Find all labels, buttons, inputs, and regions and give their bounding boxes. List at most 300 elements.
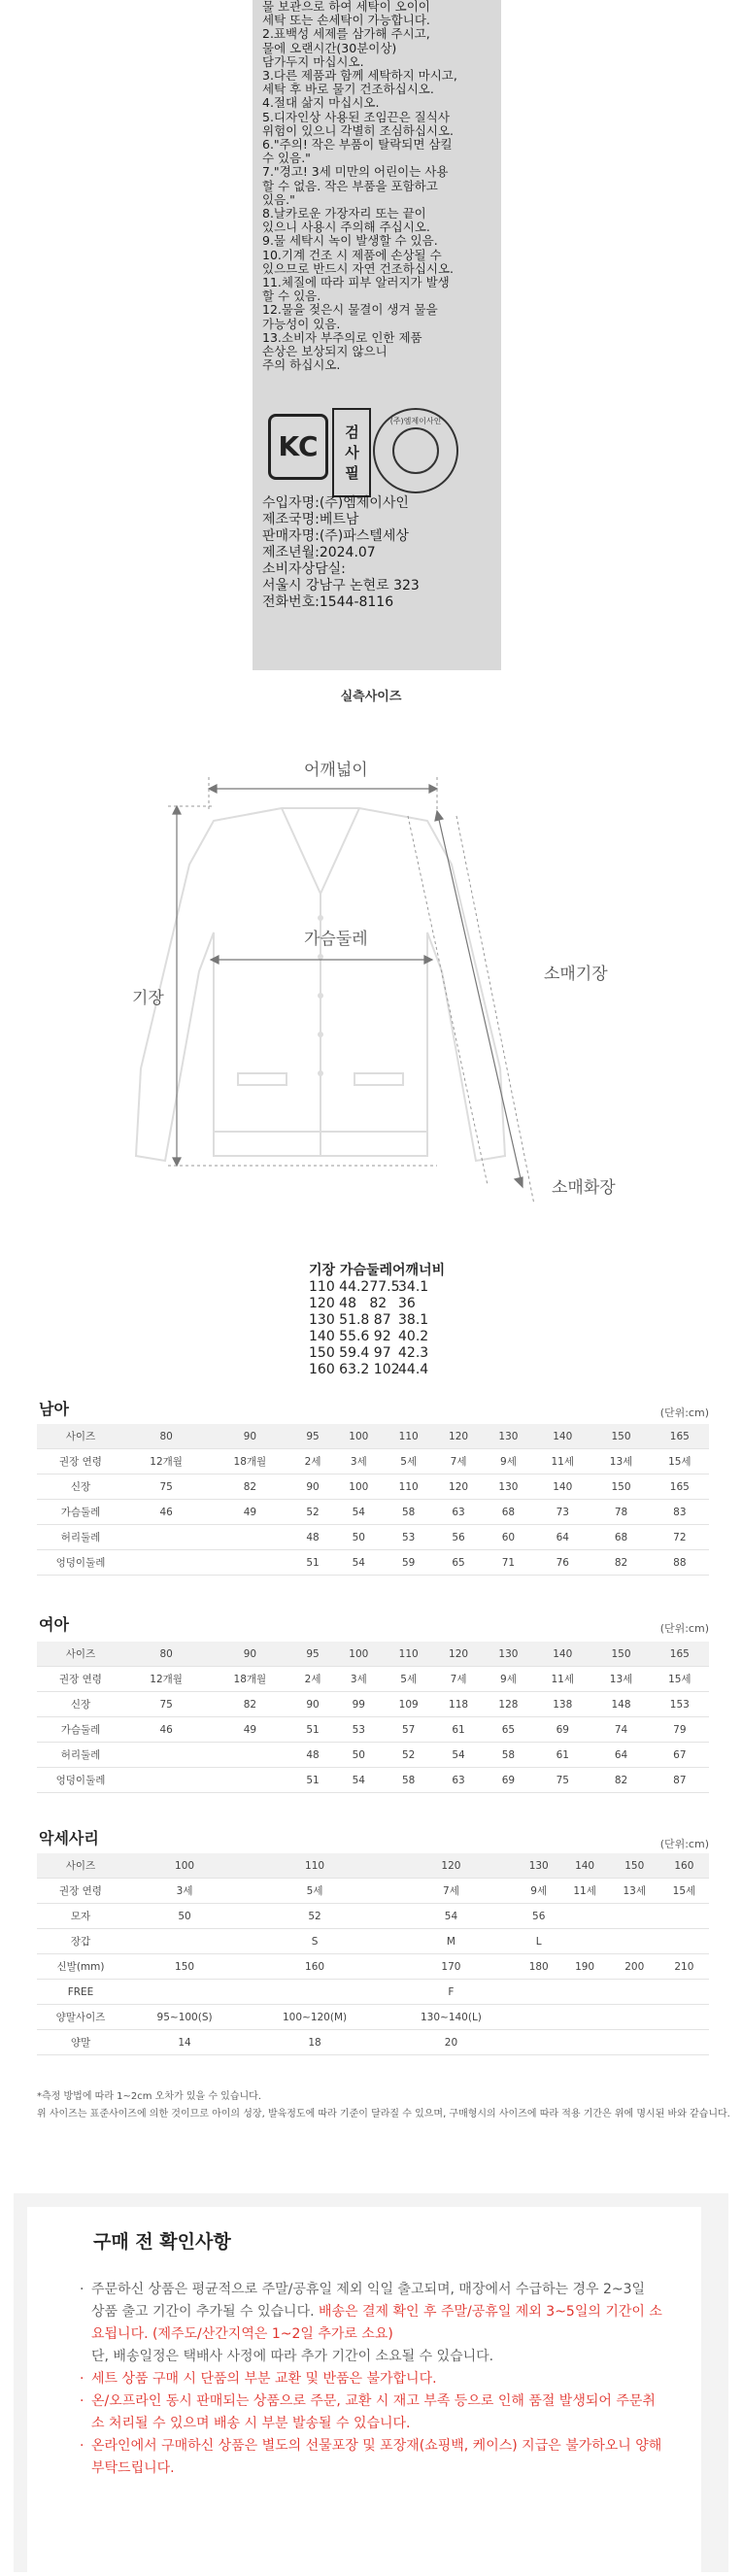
info-line: 판매자명:(주)파스텔세상 [262,528,409,544]
table-cell [208,1525,291,1550]
table-row [37,2030,709,2055]
table-cell: 100 [334,1474,384,1500]
table-cell [245,1980,385,2005]
mini-cell: 140 55.6 92 [309,1329,391,1344]
table-cell: 148 [591,1692,650,1717]
table-cell: 120 [433,1642,483,1667]
stamp-inner-icon [392,427,439,474]
table-cell: 95 [292,1642,334,1667]
table-cell: 9세 [518,1879,560,1904]
boys-size-table [37,1424,709,1576]
care-line: 물에 오랜시간(30분이상) [262,40,397,55]
table-cell: 90 [208,1424,291,1449]
table-cell [560,1904,610,1929]
care-line: 8.날카로운 가장자리 또는 끝이 [262,206,426,221]
table-row [37,1904,709,1929]
table-cell [208,1768,291,1793]
table-cell: 165 [651,1424,709,1449]
table-cell: 165 [651,1474,709,1500]
purchase-notice-list [80,2279,662,2480]
row-header: 가슴둘레 [37,1717,124,1743]
table-row [37,1449,709,1474]
care-line: 할 수 없음. 작은 부품을 포함하고 [262,178,438,193]
table-cell: 15세 [659,1879,709,1904]
care-line: 5.디자인상 사용된 조임끈은 질식사 [262,109,450,124]
table-cell: 140 [560,1853,610,1879]
label-sleeve-length: 소매기장 [544,965,608,984]
table-cell: 59 [384,1550,433,1576]
table-row [37,1525,709,1550]
mini-table-row [309,1329,445,1345]
table-cell [124,1550,208,1576]
notice-text: 주문하신 상품은 평균적으로 주말/공휴일 제외 익일 출고되며, 매장에서 수급하는 경우 2~3일 상품 출고 기간이 추가될 수 있습니다. [91,2282,646,2320]
table-cell: 200 [610,1954,659,1980]
table-cell: 128 [484,1692,533,1717]
table-cell [124,1980,245,2005]
table-cell [610,2030,659,2055]
table-cell [518,2030,560,2055]
table-cell: M [385,1929,518,1954]
table-cell: 58 [384,1500,433,1525]
table-cell: 54 [385,1904,518,1929]
table-cell: 3세 [124,1879,245,1904]
table-cell: 18개월 [208,1667,291,1692]
table-cell: 109 [384,1692,433,1717]
table-cell: 140 [533,1642,591,1667]
mini-cell: 44.4 [398,1362,429,1377]
table-cell: 130 [518,1853,560,1879]
row-header: 가슴둘레 [37,1500,124,1525]
care-line: 13.소비자 부주의로 인한 제품 [262,329,422,345]
table-cell: 68 [484,1500,533,1525]
table-cell: 140 [533,1424,591,1449]
row-header: 양말사이즈 [37,2005,124,2030]
table-cell: 100 [334,1642,384,1667]
row-header: 권장 연령 [37,1667,124,1692]
row-header: 신장 [37,1692,124,1717]
table-row [37,1980,709,2005]
table-cell [124,1768,208,1793]
table-cell: 65 [484,1717,533,1743]
boys-title: 남아 [39,1400,69,1418]
table-cell: 100 [334,1424,384,1449]
table-cell [124,1525,208,1550]
table-cell: 90 [208,1642,291,1667]
table-cell [610,1904,659,1929]
table-row [37,1667,709,1692]
table-cell: 54 [334,1500,384,1525]
table-cell: 120 [433,1474,483,1500]
table-cell: 51 [292,1550,334,1576]
table-cell: 56 [433,1525,483,1550]
table-cell: 67 [651,1743,709,1768]
table-cell: 160 [245,1954,385,1980]
table-cell: 20 [385,2030,518,2055]
mini-cell: 42.3 [398,1345,429,1361]
table-cell: 13세 [591,1667,650,1692]
table-cell [659,1980,709,2005]
table-cell [560,2005,610,2030]
row-header: 엉덩이둘레 [37,1550,124,1576]
row-header: FREE [37,1980,124,2005]
notice-highlight: 온라인에서 구매하신 상품은 별도의 선물포장 및 포장재(쇼핑백, 케이스) 지급은 불가하오니 양해 부탁드립니다. [91,2438,662,2476]
table-cell: 82 [208,1474,291,1500]
table-cell: 82 [591,1768,650,1793]
table-cell: 60 [484,1525,533,1550]
table-cell: 95~100(S) [124,2005,245,2030]
girls-size-table [37,1642,709,1793]
info-line: 서울시 강남구 논현로 323 [262,578,420,593]
care-label-photo [253,0,501,670]
table-cell: 54 [334,1550,384,1576]
care-line: 7."경고! 3세 미만의 어린이는 사용 [262,164,449,180]
table-cell: 7세 [433,1449,483,1474]
table-cell [124,1929,245,1954]
acc-unit: (단위:cm) [659,1838,709,1850]
table-cell: 78 [591,1500,650,1525]
table-cell: 13세 [610,1879,659,1904]
care-line: 가능성이 있음. [262,316,341,331]
table-cell: 87 [651,1768,709,1793]
table-cell: F [385,1980,518,2005]
table-cell: 61 [533,1743,591,1768]
table-cell: 9세 [484,1667,533,1692]
table-cell: 75 [533,1768,591,1793]
size-notes [37,2088,730,2123]
mini-table-header: 기장 가슴둘레어깨너비 [309,1263,446,1278]
table-cell: 61 [433,1717,483,1743]
table-cell: 7세 [433,1667,483,1692]
table-cell: 5세 [384,1449,433,1474]
info-line: 제조국명:베트남 [262,512,359,527]
measure-title: 실측사이즈 [340,690,402,704]
care-line: 있으니 사용시 주의해 주십시오. [262,220,430,235]
mini-cell: 110 44.277.5 [309,1279,400,1295]
purchase-notice-box [14,2193,728,2572]
care-line: 물 보관으로 하여 세탁이 오이이 [262,0,430,14]
table-cell: 64 [591,1743,650,1768]
table-cell: 54 [334,1768,384,1793]
table-cell [518,1980,560,2005]
care-line: 주의 하십시오. [262,357,341,373]
table-cell: 100 [124,1853,245,1879]
table-cell: 69 [533,1717,591,1743]
table-cell: 11세 [560,1879,610,1904]
notice-highlight: 세트 상품 구매 시 단품의 부분 교환 및 반품은 불가합니다. [91,2371,437,2387]
table-cell: 5세 [384,1667,433,1692]
table-cell: 46 [124,1500,208,1525]
table-cell: 110 [384,1474,433,1500]
table-cell: 51 [292,1717,334,1743]
care-line: 담가두지 마십시오. [262,53,364,69]
table-cell: 150 [591,1642,650,1667]
table-row [37,1954,709,1980]
table-cell: 130~140(L) [385,2005,518,2030]
table-cell: 7세 [385,1879,518,1904]
table-cell: 150 [591,1424,650,1449]
table-cell [518,2005,560,2030]
table-row [37,1474,709,1500]
table-cell: 88 [651,1550,709,1576]
table-cell: 130 [484,1474,533,1500]
table-cell: 73 [533,1500,591,1525]
stamp-text: (주)엠제이사인 [389,417,442,425]
table-cell: 153 [651,1692,709,1717]
care-line: 12.물을 젖은시 물결이 생겨 물을 [262,302,438,318]
inspection-mark: 검사필 [332,408,371,497]
table-row [37,1929,709,1954]
care-line: 3.다른 제품과 함께 세탁하지 마시고, [262,68,457,84]
row-header: 장갑 [37,1929,124,1954]
mini-table-row [309,1345,445,1362]
care-line: 할 수 있음. [262,288,321,304]
table-cell: 15세 [651,1667,709,1692]
table-cell: 58 [484,1743,533,1768]
table-cell: 83 [651,1500,709,1525]
table-cell: 56 [518,1904,560,1929]
table-cell: 50 [124,1904,245,1929]
table-cell: 79 [651,1717,709,1743]
table-cell: 2세 [292,1667,334,1692]
mini-table-rows [309,1279,445,1378]
table-cell [610,1929,659,1954]
table-cell: 74 [591,1717,650,1743]
table-cell: 110 [384,1642,433,1667]
table-cell: 9세 [484,1449,533,1474]
table-cell: 13세 [591,1449,650,1474]
table-row [37,1642,709,1667]
table-cell: 120 [433,1424,483,1449]
table-cell [208,1743,291,1768]
table-cell: 71 [484,1550,533,1576]
label-length: 기장 [132,989,164,1008]
table-cell: 11세 [533,1667,591,1692]
table-cell: 46 [124,1717,208,1743]
table-cell: 14 [124,2030,245,2055]
mini-cell: 160 63.2 102 [309,1362,400,1377]
care-line: 6."주의! 작은 부품이 탈락되면 삼킬 [262,137,453,153]
table-row [37,1500,709,1525]
table-cell: 82 [208,1692,291,1717]
table-cell [659,2005,709,2030]
care-line: 수 있음." [262,151,311,166]
table-cell: 48 [292,1743,334,1768]
acc-title: 악세사리 [39,1829,99,1847]
certification-area [264,408,489,495]
kc-mark-icon: KC [268,414,328,480]
table-cell [659,2030,709,2055]
table-cell: 210 [659,1954,709,1980]
table-cell: 52 [245,1904,385,1929]
mini-table-row [309,1279,445,1296]
table-row [37,1692,709,1717]
mini-table-row [309,1362,445,1378]
table-cell [610,2005,659,2030]
care-line: 11.체질에 따라 피부 알러지가 발생 [262,275,450,290]
girls-title: 여아 [39,1615,69,1634]
table-cell: 18개월 [208,1449,291,1474]
care-line: 9.물 세탁시 녹이 발생할 수 있음. [262,233,438,249]
garment-measure-diagram [117,748,660,1214]
table-cell: 50 [334,1743,384,1768]
table-row [37,1424,709,1449]
table-cell: 100~120(M) [245,2005,385,2030]
table-cell [659,1904,709,1929]
table-cell: 80 [124,1642,208,1667]
notice-highlight: 배송은 결제 확인 후 주말/공휴일 제외 3~5일의 기간이 소요됩니다. (제주도/산간지역은 1~2일 추가로 소요) [91,2304,662,2342]
table-cell: 3세 [334,1667,384,1692]
mini-cell: 150 59.4 97 [309,1345,391,1361]
table-cell [610,1980,659,2005]
notice-highlight: 온/오프라인 동시 판매되는 상품으로 주문, 교환 시 재고 부족 등으로 인해 품절 발생되어 주문취소 처리될 수 있으며 배송 시 부분 발송될 수 있습니다. [91,2393,656,2431]
table-cell: 53 [384,1525,433,1550]
table-cell: 120 [385,1853,518,1879]
table-cell: 160 [659,1853,709,1879]
row-header: 허리둘레 [37,1743,124,1768]
info-line: 제조년월:2024.07 [262,545,376,560]
care-instructions [262,0,491,372]
care-line: 위험이 있으니 각별히 조심하십시오. [262,122,455,138]
company-stamp [373,408,458,493]
table-cell [659,1929,709,1954]
table-cell: 57 [384,1717,433,1743]
care-line: 4.절대 삶지 마십시오. [262,95,380,111]
row-header: 양말 [37,2030,124,2055]
care-line: 10.기계 건조 시 제품에 손상될 수 [262,247,442,262]
table-cell [208,1550,291,1576]
care-line: 있으므로 반드시 자연 건조하십시오. [262,260,455,276]
note-line: 위 사이즈는 표준사이즈에 의한 것이므로 아이의 성장, 발육정도에 따라 기준이 달라질 수 있으며, 구매형시의 사이즈에 따라 적용 기간은 위에 명시된 바와 같습니다. [37,2109,730,2119]
info-line: 전화번호:1544-8116 [262,594,394,610]
row-header: 허리둘레 [37,1525,124,1550]
table-cell: 190 [560,1954,610,1980]
table-cell: 80 [124,1424,208,1449]
table-cell: 50 [334,1525,384,1550]
list-item [80,2368,662,2390]
table-cell: 51 [292,1768,334,1793]
table-cell: 130 [484,1424,533,1449]
table-cell: 68 [591,1525,650,1550]
table-cell: 12개월 [124,1449,208,1474]
table-cell [560,1980,610,2005]
table-row [37,1717,709,1743]
table-cell: 90 [292,1474,334,1500]
table-cell: 118 [433,1692,483,1717]
table-cell [560,1929,610,1954]
table-cell: 65 [433,1550,483,1576]
table-cell: 18 [245,2030,385,2055]
table-cell: 49 [208,1717,291,1743]
row-header: 사이즈 [37,1853,124,1879]
table-row [37,1743,709,1768]
mini-cell: 120 48 82 [309,1296,388,1311]
notice-text: 단, 배송일정은 택배사 사정에 따라 추가 기간이 소요될 수 있습니다. [91,2349,494,2364]
table-row [37,1853,709,1879]
table-cell: 140 [533,1474,591,1500]
mini-cell: 36 [398,1296,416,1311]
care-line: 2.표백성 세제를 삼가해 주시고, [262,26,430,42]
list-item [80,2390,662,2435]
table-cell: 49 [208,1500,291,1525]
row-header: 사이즈 [37,1642,124,1667]
boys-unit: (단위:cm) [659,1407,709,1419]
table-cell: 99 [334,1692,384,1717]
care-line: 세탁 또는 손세탁이 가능합니다. [262,13,430,28]
table-cell: 150 [124,1954,245,1980]
list-item [80,2435,662,2480]
table-cell: 12개월 [124,1667,208,1692]
info-line: 수입자명:(주)엠제이사인 [262,495,409,511]
note-line: *측정 방법에 따라 1~2cm 오차가 있을 수 있습니다. [37,2091,261,2102]
table-cell [124,1743,208,1768]
table-cell: 58 [384,1768,433,1793]
table-cell: 110 [384,1424,433,1449]
table-cell: L [518,1929,560,1954]
list-item [80,2279,662,2368]
table-cell: 64 [533,1525,591,1550]
table-cell: 63 [433,1500,483,1525]
table-cell: 130 [484,1642,533,1667]
table-cell: 82 [591,1550,650,1576]
table-cell: 76 [533,1550,591,1576]
measure-mini-table [309,1263,445,1378]
table-cell: S [245,1929,385,1954]
table-cell: 53 [334,1717,384,1743]
acc-size-table [37,1853,709,2055]
girls-unit: (단위:cm) [659,1622,709,1635]
care-line: 세탁 후 바로 물기 건조하십시오. [262,82,434,97]
table-cell: 150 [591,1474,650,1500]
table-cell: 2세 [292,1449,334,1474]
row-header: 권장 연령 [37,1879,124,1904]
table-cell: 138 [533,1692,591,1717]
table-cell: 63 [433,1768,483,1793]
table-row [37,1879,709,1904]
mini-table-row [309,1296,445,1312]
care-line: 손상은 보상되지 않으니 [262,344,388,359]
table-cell: 180 [518,1954,560,1980]
mini-cell: 40.2 [398,1329,429,1344]
table-cell: 48 [292,1525,334,1550]
table-cell: 11세 [533,1449,591,1474]
mini-cell: 34.1 [398,1279,429,1295]
table-cell: 15세 [651,1449,709,1474]
table-cell: 54 [433,1743,483,1768]
table-cell: 95 [292,1424,334,1449]
mini-cell: 130 51.8 87 [309,1312,391,1328]
care-line: 있음." [262,191,295,207]
info-line: 소비자상담실: [262,561,346,577]
table-cell: 72 [651,1525,709,1550]
row-header: 신장 [37,1474,124,1500]
manufacturer-info [262,495,491,611]
table-cell: 110 [245,1853,385,1879]
table-cell: 5세 [245,1879,385,1904]
table-cell: 69 [484,1768,533,1793]
table-row [37,1550,709,1576]
label-shoulder: 어깨넓이 [304,761,368,780]
purchase-notice-title: 구매 전 확인사항 [93,2231,231,2253]
table-row [37,2005,709,2030]
row-header: 사이즈 [37,1424,124,1449]
row-header: 모자 [37,1904,124,1929]
table-cell: 3세 [334,1449,384,1474]
table-cell: 75 [124,1474,208,1500]
table-cell: 52 [292,1500,334,1525]
table-row [37,1768,709,1793]
row-header: 신발(mm) [37,1954,124,1980]
mini-table-row [309,1312,445,1329]
